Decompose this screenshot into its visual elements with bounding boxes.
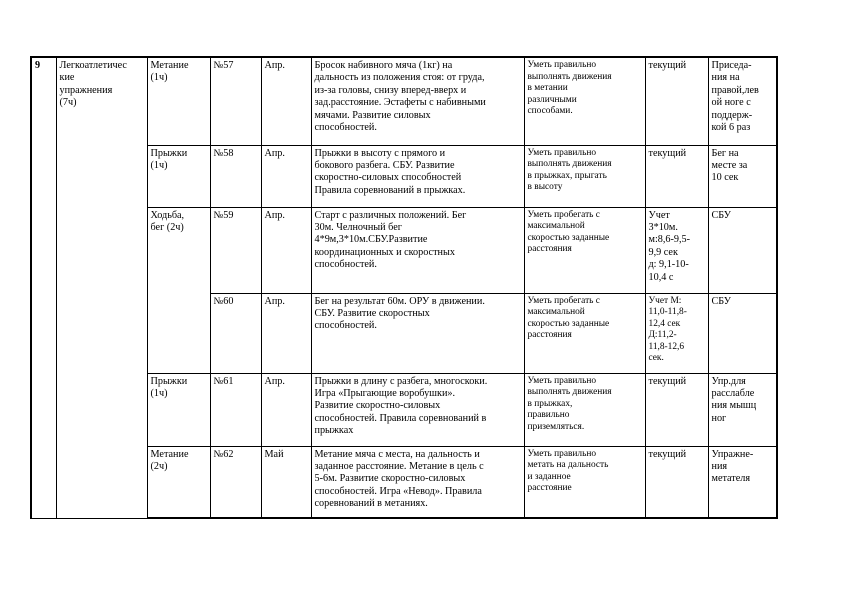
lesson-num-cell: №57	[210, 57, 261, 145]
topic-cell: Ходьба, бег (2ч)	[147, 207, 210, 373]
homework-cell: СБУ	[708, 293, 777, 373]
control-cell: текущий	[645, 373, 708, 446]
content-cell: Прыжки в длину с разбега, многоскоки. Игра «Прыгающие воробушки». Развитие скоростно-силовых способностей. Правила соревнований в прыжках	[311, 373, 524, 446]
control-cell: Учет М: 11,0-11,8- 12,4 сек Д:11,2- 11,8-12,6 сек.	[645, 293, 708, 373]
date-cell: Апр.	[261, 373, 311, 446]
lesson-number: 9	[31, 57, 56, 518]
table-row	[31, 57, 777, 145]
control-cell: текущий	[645, 446, 708, 518]
date-cell: Апр.	[261, 145, 311, 207]
control-cell: текущий	[645, 145, 708, 207]
lesson-num-cell: №60	[210, 293, 261, 373]
homework-cell: Бег на месте за 10 сек	[708, 145, 777, 207]
homework-cell: Упр.для расслабле ния мышц ног	[708, 373, 777, 446]
content-cell: Бросок набивного мяча (1кг) на дальность из положения стоя: от груда, из-за головы, снизу вперед-вверх и зад.расстояние. Эстафеты с набивными мячами. Развитие силовых способностей.	[311, 57, 524, 145]
topic-cell: Прыжки (1ч)	[147, 145, 210, 207]
lesson-plan-table	[30, 56, 778, 519]
date-cell: Апр.	[261, 57, 311, 145]
control-cell: Учет 3*10м. м:8,6-9,5- 9,9 сек д: 9,1-10- 10,4 с	[645, 207, 708, 293]
homework-cell: Упражне- ния метателя	[708, 446, 777, 518]
date-cell: Апр.	[261, 293, 311, 373]
requirements-cell: Уметь правильно метать на дальность и заданное расстояние	[524, 446, 645, 518]
lesson-num-cell: №58	[210, 145, 261, 207]
content-cell: Метание мяча с места, на дальность и заданное расстояние. Метание в цель с 5-6м. Развитие скоростно-силовых способностей. Игра «Невод». Правила соревнований в метаниях.	[311, 446, 524, 518]
date-cell: Май	[261, 446, 311, 518]
requirements-cell: Уметь правильно выполнять движения в метании различными способами.	[524, 57, 645, 145]
lesson-num-cell: №61	[210, 373, 261, 446]
topic-cell: Метание (2ч)	[147, 446, 210, 518]
requirements-cell: Уметь пробегать с максимальной скоростью заданные расстояния	[524, 293, 645, 373]
lesson-num-cell: №62	[210, 446, 261, 518]
topic-cell: Метание (1ч)	[147, 57, 210, 145]
control-cell: текущий	[645, 57, 708, 145]
homework-cell: Приседа- ния на правой,лев ой ноге с поддерж- кой 6 раз	[708, 57, 777, 145]
content-cell: Старт с различных положений. Бег 30м. Челночный бег 4*9м,3*10м.СБУ.Развитие координационных и скоростных способностей.	[311, 207, 524, 293]
content-cell: Бег на результат 60м. ОРУ в движении. СБУ. Развитие скоростных способностей.	[311, 293, 524, 373]
topic-cell: Прыжки (1ч)	[147, 373, 210, 446]
requirements-cell: Уметь пробегать с максимальной скоростью заданные расстояния	[524, 207, 645, 293]
requirements-cell: Уметь правильно выполнять движения в прыжках, правильно приземляться.	[524, 373, 645, 446]
requirements-cell: Уметь правильно выполнять движения в прыжках, прыгать в высоту	[524, 145, 645, 207]
date-cell: Апр.	[261, 207, 311, 293]
homework-cell: СБУ	[708, 207, 777, 293]
lesson-num-cell: №59	[210, 207, 261, 293]
content-cell: Прыжки в высоту с прямого и бокового разбега. СБУ. Развитие скоростно-силовых способностей Правила соревнований в прыжках.	[311, 145, 524, 207]
section-name: Легкоатлетичес кие упражнения (7ч)	[56, 57, 147, 518]
